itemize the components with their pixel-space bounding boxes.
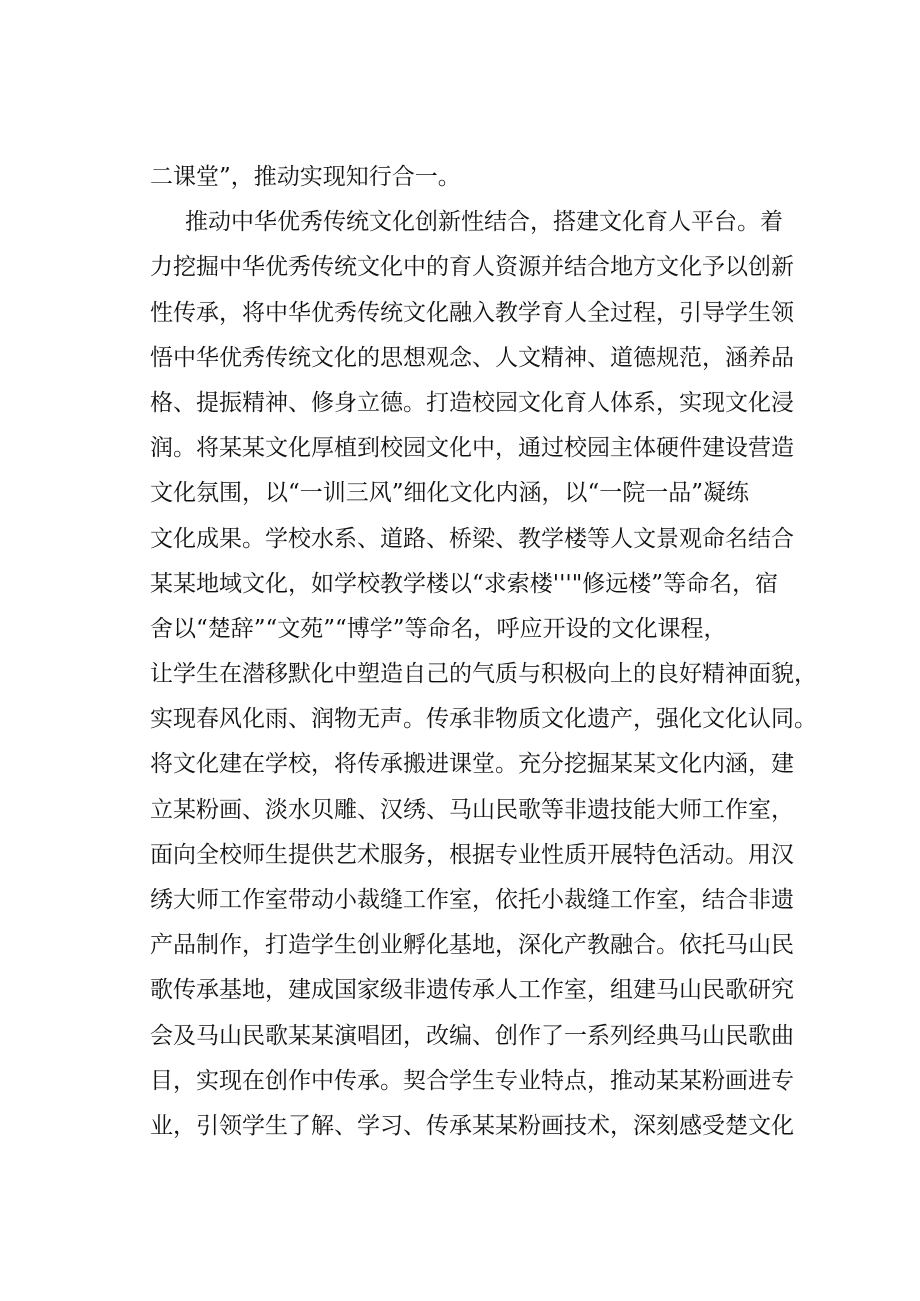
paragraph-first-line: 推动中华优秀传统文化创新性结合，搭建文化育人平台。着 [185,209,783,236]
text-line: 让学生在潜移默化中塑造自己的气质与积极向上的良好精神面貌， [150,661,817,688]
text-line: 产品制作，打造学生创业孵化基地，深化产教融合。依托马山民 [150,932,794,959]
text-line: 格、提振精神、修身立德。打造校园文化育人体系，实现文化浸 [150,389,794,416]
text-line: 业，引领学生了解、学习、传承某某粉画技术，深刻感受楚文化 [150,1112,794,1139]
text-line: 目，实现在创作中传承。契合学生专业特点，推动某某粉画进专 [150,1067,794,1094]
text-line: 力挖掘中华优秀传统文化中的育人资源并结合地方文化予以创新 [150,254,794,281]
text-line: 润。将某某文化厚植到校园文化中，通过校园主体硬件建设营造 [150,435,794,462]
text-line: 二课堂”，推动实现知行合一。 [150,164,461,190]
text-line: 歌传承基地，建成国家级非遗传承人工作室，组建马山民歌研究 [150,977,794,1004]
text-line: 绣大师工作室带动小裁缝工作室，依托小裁缝工作室，结合非遗 [150,887,794,913]
text-line: 会及马山民歌某某演唱团，改编、创作了一系列经典马山民歌曲 [150,1022,794,1049]
body-text [150,155,817,1149]
text-line: 立某粉画、淡水贝雕、汉绣、马山民歌等非遗技能大师工作室， [150,796,794,823]
text-line: 面向全校师生提供艺术服务，根据专业性质开展特色活动。用汉 [150,841,794,868]
text-line: 实现春风化雨、润物无声。传承非物质文化遗产，强化文化认同。 [150,706,817,733]
text-line: 悟中华优秀传统文化的思想观念、人文精神、道德规范，涵养品 [150,344,794,371]
text-line: 性传承，将中华优秀传统文化融入教学育人全过程，引导学生领 [150,299,794,326]
text-line: 某某地域文化，如学校教学楼以“求索楼'''"修远楼”等命名，宿 [150,570,779,597]
text-line: 将文化建在学校，将传承搬进课堂。充分挖掘某某文化内涵，建 [150,751,794,778]
text-line: 舍以“楚辞”“文苑”“博学”等命名，呼应开设的文化课程， [150,615,727,642]
text-line: 文化氛围，以“一训三风”细化文化内涵，以“一院一品”凝练 [150,480,750,507]
text-line: 文化成果。学校水系、道路、桥梁、教学楼等人文景观命名结合 [150,525,794,552]
